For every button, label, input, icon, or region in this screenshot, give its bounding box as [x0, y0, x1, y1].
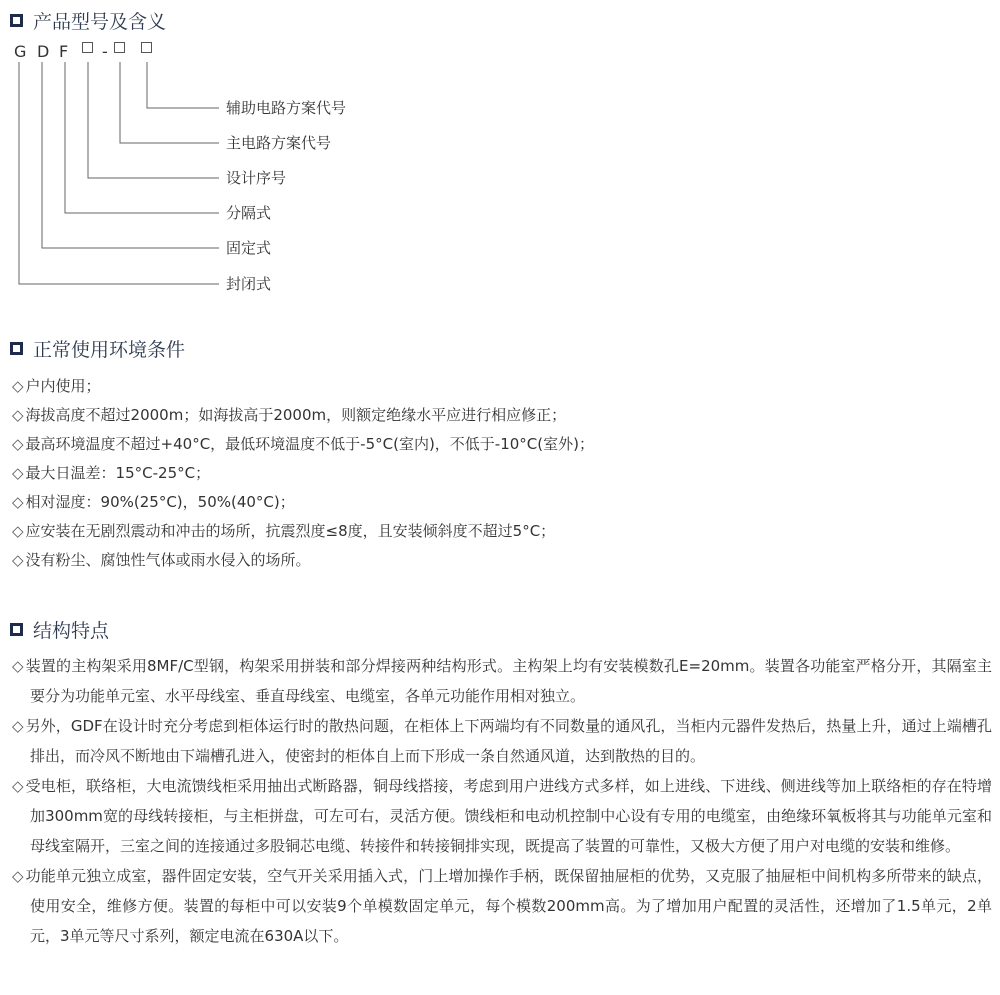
list-item: ◇ 最大日温差：15°C-25°C；: [12, 464, 211, 482]
features-list: [12, 651, 992, 951]
diamond-icon: ◇: [12, 493, 24, 511]
square-bullet-icon: [10, 342, 23, 355]
section-title-text: 正常使用环境条件: [33, 338, 186, 361]
list-item: ◇ 相对湿度：90%(25°C)，50%(40°C)；: [12, 493, 295, 511]
section-title-features: [10, 614, 109, 644]
list-item: ◇ 海拔高度不超过2000m；如海拔高于2000m，则额定绝缘水平应进行相应修正；: [12, 406, 567, 424]
list-item: ◇ 装置的主构架采用8MF/C型钢，构架采用拼装和部分焊接两种结构形式。主构架上均有安装模数孔E=20mm。装置各功能室严格分开，其隔室主要分为功能单元室、水平母线室、垂直母线室、电缆室，各单元功能作用相对独立。: [12, 657, 992, 705]
label-design-number: 设计序号: [226, 169, 287, 187]
diamond-icon: ◇: [12, 777, 24, 795]
list-item: ◇ 受电柜，联络柜，大电流馈线柜采用抽出式断路器，铜母线搭接，考虑到用户进线方式多样，如上进线、下进线、侧进线等加上联络柜的存在特增加300mm宽的母线转接柜，与主柜拼盘，可左可右，灵活方便。馈线柜和电动机控制中心设有专用的电缆室，由绝缘环氧板将其与功能单元室和母线室隔开，三室之间的连接通过多股铜芯电缆、转接件和转接铜排实现，既提高了装置的可靠性，又极大方便了用户对电缆的安装和维修。: [12, 777, 992, 855]
label-aux-circuit: 辅助电路方案代号: [226, 99, 347, 117]
diamond-icon: ◇: [12, 406, 24, 424]
section-title-text: 产品型号及含义: [33, 10, 167, 33]
model-dash: -: [102, 42, 108, 61]
label-enclosed: 封闭式: [226, 275, 272, 293]
diamond-icon: ◇: [12, 717, 24, 735]
diamond-icon: ◇: [12, 551, 24, 569]
square-bullet-icon: [10, 623, 23, 636]
list-item: ◇ 户内使用；: [12, 377, 101, 395]
diamond-icon: ◇: [12, 464, 24, 482]
label-main-circuit: 主电路方案代号: [226, 134, 332, 152]
diamond-icon: ◇: [12, 522, 24, 540]
list-item: ◇ 另外，GDF在设计时充分考虑到柜体运行时的散热问题，在柜体上下两端均有不同数量的通风孔，当柜内元器件发热后，热量上升，通过上端槽孔排出，而冷风不断地由下端槽孔进入，使密封的柜体自上而下形成一条自然通风道，达到散热的目的。: [12, 717, 992, 765]
diamond-icon: ◇: [12, 377, 24, 395]
label-partitioned: 分隔式: [226, 204, 272, 222]
list-item: ◇ 功能单元独立成室，器件固定安装，空气开关采用插入式，门上增加操作手柄，既保留抽屉柜的优势，又克服了抽屉柜中间机构多所带来的缺点，使用安全，维修方便。装置的每柜中可以安装9个单模数固定单元，每个模数200mm高。为了增加用户配置的灵活性，还增加了1.5单元，2单元，3单元等尺寸系列，额定电流在630A以下。: [12, 867, 992, 945]
label-fixed: 固定式: [226, 239, 272, 257]
list-item: ◇ 最高环境温度不超过+40°C，最低环境温度不低于-5°C(室内)，不低于-10°C(室外)；: [12, 435, 594, 453]
environment-list: [12, 372, 594, 575]
model-letter-d: D: [37, 42, 50, 61]
model-letter-g: G: [14, 42, 27, 61]
section-title-environment: [10, 333, 185, 363]
diamond-icon: ◇: [12, 435, 24, 453]
model-tree-lines: [0, 0, 240, 300]
list-item: ◇ 应安装在无剧烈震动和冲击的场所，抗震烈度≤8度，且安装倾斜度不超过5°C；: [12, 522, 556, 540]
model-letter-f: F: [59, 42, 69, 61]
diamond-icon: ◇: [12, 657, 24, 675]
diamond-icon: ◇: [12, 867, 24, 885]
section-title-text: 结构特点: [33, 619, 110, 642]
list-item: ◇ 没有粉尘、腐蚀性气体或雨水侵入的场所。: [12, 551, 311, 569]
